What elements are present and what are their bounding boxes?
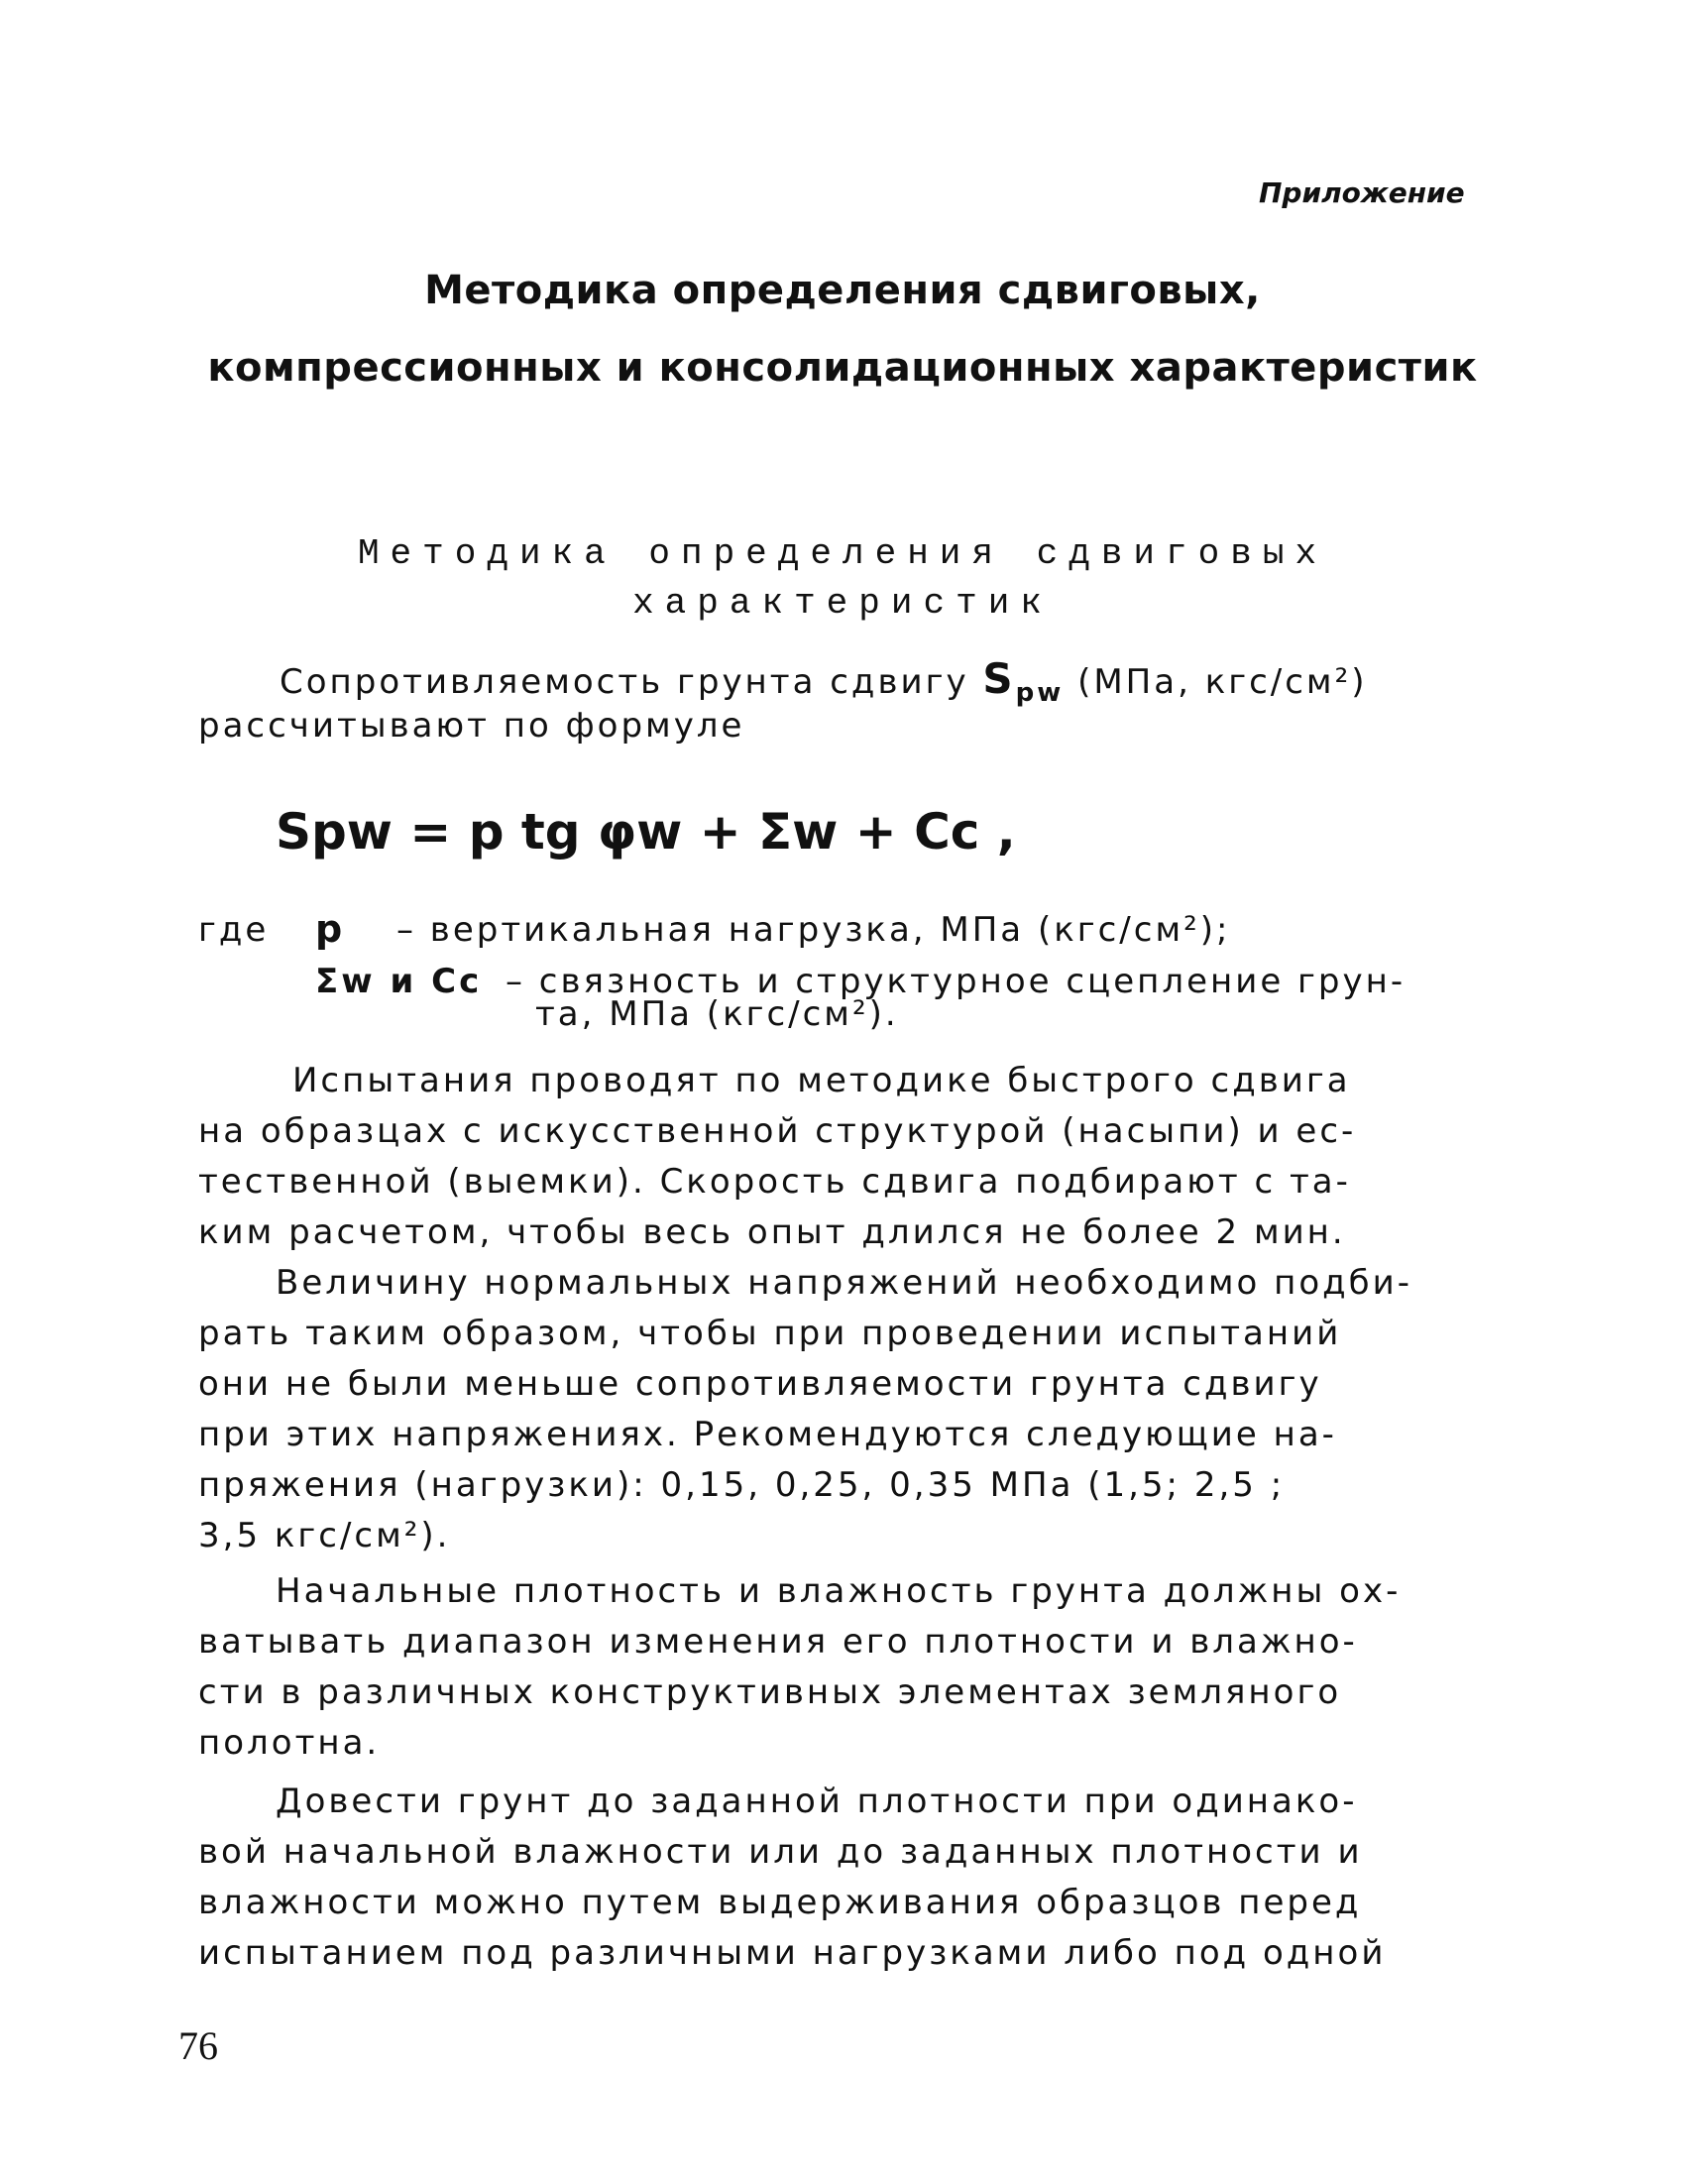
intro-line-1 (280, 654, 1588, 708)
para1-line-4: ким расчетом, чтобы весь опыт длился не более 2 мин. (198, 1212, 1346, 1252)
para2-line-1: Величину нормальных напряжений необходимо подби- (276, 1263, 1412, 1303)
para2-line-6: 3,5 кгс/см²). (198, 1516, 451, 1555)
para4-line-1: Довести грунт до заданной плотности при одинако- (276, 1782, 1358, 1821)
para4-line-4: испытанием под различными нагрузками либо под одной (198, 1933, 1387, 1973)
section-title-line-2: характеристик (632, 583, 1053, 624)
legend-s-text-2: та, МПа (кгс/см²). (535, 994, 899, 1034)
main-title-line-1: Методика определения сдвиговых, (424, 268, 1261, 313)
para1-line-2: на образцах с искусственной структурой (насыпи) и ес- (198, 1111, 1357, 1151)
intro-text: Сопротивляемость грунта сдвигу (280, 662, 983, 702)
legend-p-symbol: p (315, 907, 346, 951)
appendix-label: Приложение (1259, 176, 1465, 209)
para2-line-5: пряжения (нагрузки): 0,15, 0,25, 0,35 МПа (1,5; 2,5 ; (198, 1465, 1286, 1505)
main-title-line-2: компрессионных и консолидационных характеристик (207, 345, 1478, 391)
para3-line-1: Начальные плотность и влажность грунта должны ох- (276, 1571, 1402, 1611)
para3-line-4: полотна. (198, 1723, 381, 1763)
para3-line-3: сти в различных конструктивных элементах земляного (198, 1672, 1342, 1712)
para1-line-3: тественной (выемки). Скорость сдвига подбирают с та- (198, 1162, 1351, 1202)
intro-line-2: рассчитывают по формуле (198, 706, 745, 746)
page-number: 76 (178, 2023, 218, 2068)
para4-line-3: влажности можно путем выдерживания образцов перед (198, 1883, 1362, 1922)
spw-symbol: S (982, 654, 1016, 703)
legend-s-symbol: Σw и Cc (315, 962, 483, 1001)
legend-s-text-1: – связность и структурное сцепление грун- (506, 962, 1407, 1001)
section-title-line-1: Методика определения сдвиговых (357, 533, 1328, 574)
para2-line-4: при этих напряжениях. Рекомендуются следующие на- (198, 1415, 1337, 1454)
para1-line-1: Испытания проводят по методике быстрого сдвига (292, 1061, 1351, 1100)
para2-line-3: они не были меньше сопротивляемости грунта сдвигу (198, 1364, 1322, 1404)
intro-units: (МПа, кгс/см²) (1064, 662, 1368, 702)
para3-line-2: ватывать диапазон изменения его плотности и влажно- (198, 1622, 1358, 1662)
legend-where: где (198, 910, 270, 950)
spw-subscript: pw (1015, 677, 1065, 708)
para4-line-2: вой начальной влажности или до заданных плотности и (198, 1832, 1363, 1872)
legend-p-text: – вертикальная нагрузка, МПа (кгс/см²); (396, 910, 1231, 950)
shear-formula: Spw = p tg φw + Σw + Cc , (276, 803, 1016, 861)
para2-line-2: рать таким образом, чтобы при проведении испытаний (198, 1314, 1342, 1353)
